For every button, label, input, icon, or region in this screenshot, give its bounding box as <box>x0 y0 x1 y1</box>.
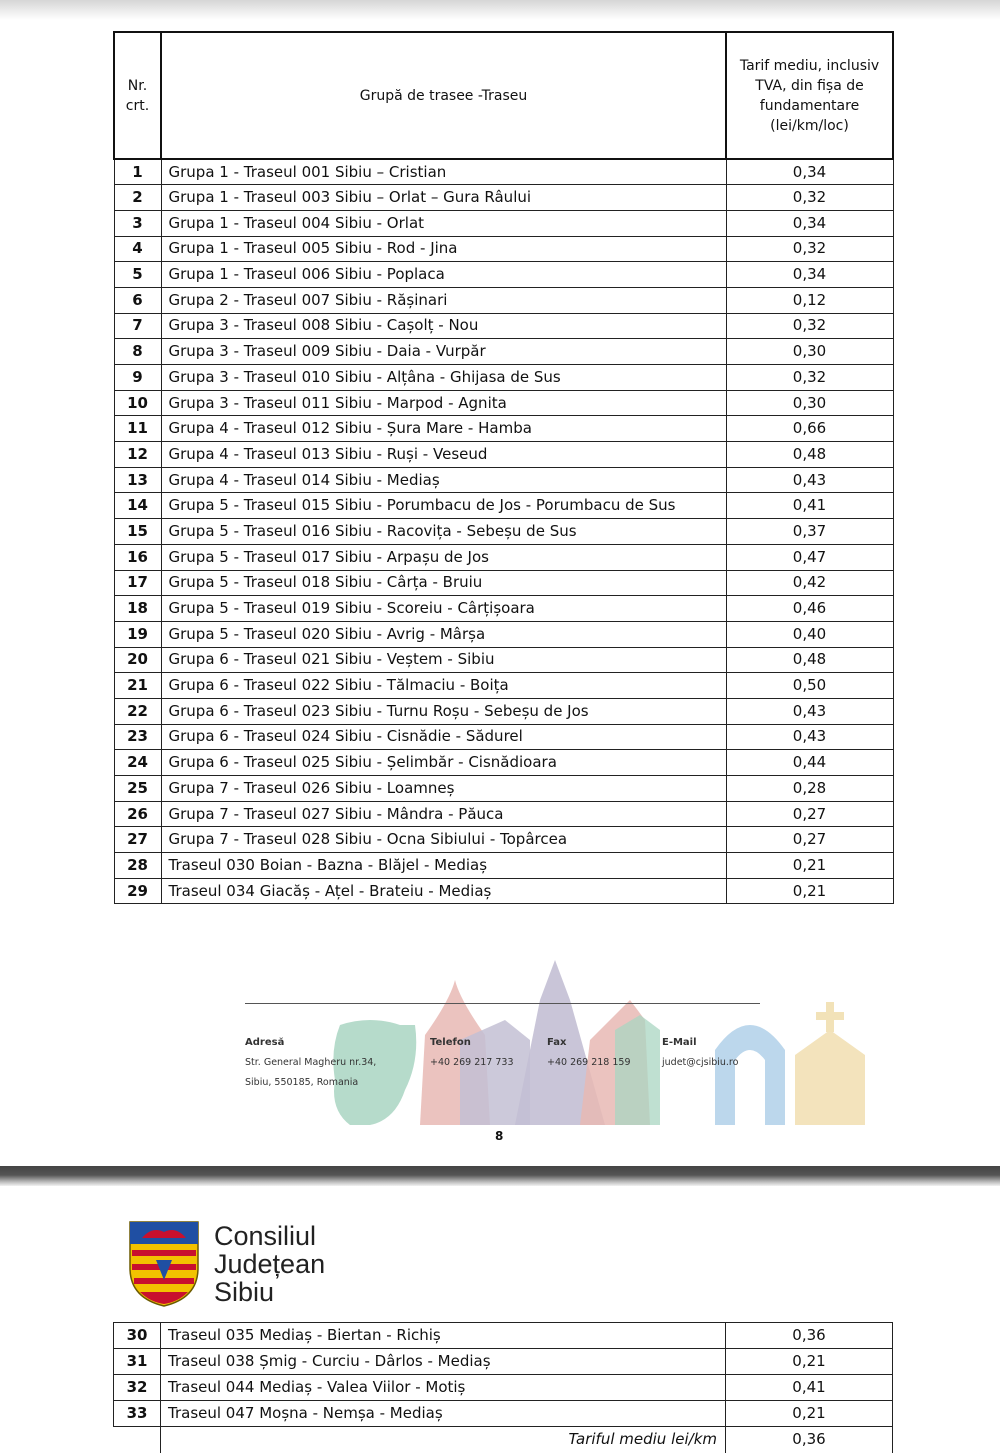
route-cell: Traseul 034 Giacăș - Ațel - Brateiu - Mediaș <box>161 878 726 904</box>
row-number-cell: 14 <box>114 493 161 519</box>
row-number-cell: 3 <box>114 210 161 236</box>
tariff-cell: 0,30 <box>726 339 893 365</box>
table-row <box>114 185 893 211</box>
table-row <box>114 467 893 493</box>
tariff-cell: 0,48 <box>726 647 893 673</box>
fax-number: +40 269 218 159 <box>547 1057 631 1068</box>
table-row <box>114 313 893 339</box>
route-cell: Grupa 3 - Traseul 008 Sibiu - Cașolț - Nou <box>161 313 726 339</box>
tariff-cell: 0,50 <box>726 673 893 699</box>
table-row <box>114 442 893 468</box>
table-row <box>114 519 893 545</box>
tariff-cell: 0,32 <box>726 313 893 339</box>
row-number-cell: 24 <box>114 750 161 776</box>
route-cell: Grupa 6 - Traseul 024 Sibiu - Cisnădie - Sădurel <box>161 724 726 750</box>
route-cell: Grupa 7 - Traseul 028 Sibiu - Ocna Sibiului - Topârcea <box>161 827 726 853</box>
phone-label: Telefon <box>430 1037 471 1048</box>
row-number-cell: 28 <box>114 853 161 879</box>
table-row <box>114 159 893 185</box>
row-number-cell: 18 <box>114 596 161 622</box>
route-cell: Grupa 1 - Traseul 005 Sibiu - Rod - Jina <box>161 236 726 262</box>
total-spacer <box>114 1427 161 1453</box>
tariff-cell: 0,12 <box>726 287 893 313</box>
row-number-cell: 10 <box>114 390 161 416</box>
route-cell: Grupa 1 - Traseul 003 Sibiu – Orlat – Gura Râului <box>161 185 726 211</box>
row-number-cell: 25 <box>114 776 161 802</box>
tariff-table-continued <box>113 1322 893 1453</box>
tariff-cell: 0,44 <box>726 750 893 776</box>
table-row <box>114 647 893 673</box>
row-number-cell: 22 <box>114 698 161 724</box>
yellow-cross-shape <box>816 1002 844 1032</box>
table-row <box>114 801 893 827</box>
route-cell: Grupa 6 - Traseul 025 Sibiu - Șelimbăr - Cisnădioara <box>161 750 726 776</box>
tariff-cell: 0,27 <box>726 801 893 827</box>
tariff-cell: 0,42 <box>726 570 893 596</box>
table-row <box>114 390 893 416</box>
table-row <box>114 776 893 802</box>
tariff-cell: 0,34 <box>726 210 893 236</box>
route-cell: Grupa 2 - Traseul 007 Sibiu - Rășinari <box>161 287 726 313</box>
tariff-table <box>113 31 894 904</box>
route-cell: Grupa 1 - Traseul 001 Sibiu – Cristian <box>161 159 726 185</box>
route-cell: Traseul 047 Moșna - Nemșa - Mediaș <box>161 1401 726 1427</box>
row-number-cell: 6 <box>114 287 161 313</box>
row-number-cell: 12 <box>114 442 161 468</box>
row-number-cell: 11 <box>114 416 161 442</box>
route-cell: Traseul 035 Mediaș - Biertan - Richiș <box>161 1323 726 1349</box>
footer-rule <box>245 1003 760 1004</box>
table-row <box>114 1401 893 1427</box>
tariff-cell: 0,21 <box>726 1401 893 1427</box>
footer-phone <box>430 1033 514 1073</box>
page-break-divider <box>0 1166 1000 1186</box>
tariff-cell: 0,41 <box>726 493 893 519</box>
footer-fax <box>547 1033 631 1073</box>
total-label: Tariful mediu lei/km <box>161 1427 726 1453</box>
tariff-cell: 0,34 <box>726 159 893 185</box>
table-row <box>114 262 893 288</box>
row-number-cell: 26 <box>114 801 161 827</box>
footer-address <box>245 1033 376 1093</box>
tariff-cell: 0,43 <box>726 467 893 493</box>
header-route: Grupă de trasee -Traseu <box>161 32 726 159</box>
tariff-cell: 0,37 <box>726 519 893 545</box>
table-row <box>114 621 893 647</box>
route-cell: Traseul 030 Boian - Bazna - Blăjel - Mediaș <box>161 853 726 879</box>
tariff-cell: 0,41 <box>726 1375 893 1401</box>
table-row <box>114 596 893 622</box>
tariff-cell: 0,66 <box>726 416 893 442</box>
row-number-cell: 9 <box>114 365 161 391</box>
row-number-cell: 8 <box>114 339 161 365</box>
tariff-cell: 0,40 <box>726 621 893 647</box>
row-number-cell: 33 <box>114 1401 161 1427</box>
tariff-cell: 0,32 <box>726 365 893 391</box>
route-cell: Grupa 3 - Traseul 011 Sibiu - Marpod - Agnita <box>161 390 726 416</box>
tariff-cell: 0,32 <box>726 236 893 262</box>
phone-number: +40 269 217 733 <box>430 1057 514 1068</box>
email-label: E-Mail <box>662 1037 697 1048</box>
coat-of-arms-icon <box>128 1220 200 1308</box>
table-row <box>114 339 893 365</box>
tariff-cell: 0,46 <box>726 596 893 622</box>
route-cell: Grupa 5 - Traseul 017 Sibiu - Arpașu de Jos <box>161 544 726 570</box>
row-number-cell: 21 <box>114 673 161 699</box>
row-number-cell: 5 <box>114 262 161 288</box>
header-nr: Nr. crt. <box>114 32 161 159</box>
table-row <box>114 570 893 596</box>
row-number-cell: 2 <box>114 185 161 211</box>
table-row <box>114 853 893 879</box>
table-row <box>114 1349 893 1375</box>
table-row <box>114 416 893 442</box>
total-row <box>114 1427 893 1453</box>
row-number-cell: 20 <box>114 647 161 673</box>
route-cell: Grupa 5 - Traseul 019 Sibiu - Scoreiu - Cârțișoara <box>161 596 726 622</box>
tariff-cell: 0,21 <box>726 878 893 904</box>
address-label: Adresă <box>245 1037 285 1048</box>
table-row <box>114 1323 893 1349</box>
row-number-cell: 31 <box>114 1349 161 1375</box>
route-cell: Grupa 5 - Traseul 015 Sibiu - Porumbacu de Jos - Porumbacu de Sus <box>161 493 726 519</box>
route-cell: Grupa 5 - Traseul 018 Sibiu - Cârța - Bruiu <box>161 570 726 596</box>
org-name-line-3: Sibiu <box>214 1277 275 1307</box>
footer-email <box>662 1033 738 1073</box>
tariff-cell: 0,43 <box>726 698 893 724</box>
row-number-cell: 23 <box>114 724 161 750</box>
route-cell: Grupa 4 - Traseul 012 Sibiu - Șura Mare - Hamba <box>161 416 726 442</box>
org-name-line-1: Consiliul <box>214 1221 317 1251</box>
table-row <box>114 544 893 570</box>
tariff-cell: 0,48 <box>726 442 893 468</box>
table-row <box>114 287 893 313</box>
row-number-cell: 19 <box>114 621 161 647</box>
tariff-cell: 0,21 <box>726 1349 893 1375</box>
email-address[interactable]: judet@cjsibiu.ro <box>662 1057 739 1068</box>
page-number: 8 <box>495 1129 504 1143</box>
table-row <box>114 698 893 724</box>
route-cell: Grupa 5 - Traseul 020 Sibiu - Avrig - Mârșa <box>161 621 726 647</box>
table-row <box>114 878 893 904</box>
fax-label: Fax <box>547 1037 567 1048</box>
route-cell: Grupa 3 - Traseul 010 Sibiu - Alțâna - Ghijasa de Sus <box>161 365 726 391</box>
table-row <box>114 365 893 391</box>
row-number-cell: 27 <box>114 827 161 853</box>
route-cell: Traseul 044 Mediaș - Valea Viilor - Motiș <box>161 1375 726 1401</box>
org-name <box>214 1222 325 1306</box>
viewer-top-shade <box>0 0 1000 20</box>
table-row <box>114 827 893 853</box>
table-row <box>114 1375 893 1401</box>
route-cell: Grupa 6 - Traseul 023 Sibiu - Turnu Roșu - Sebeșu de Jos <box>161 698 726 724</box>
total-value: 0,36 <box>726 1427 893 1453</box>
table-row <box>114 210 893 236</box>
row-number-cell: 29 <box>114 878 161 904</box>
row-number-cell: 15 <box>114 519 161 545</box>
address-line-1: Str. General Magheru nr.34, <box>245 1057 377 1068</box>
row-number-cell: 4 <box>114 236 161 262</box>
tariff-cell: 0,32 <box>726 185 893 211</box>
table-row <box>114 236 893 262</box>
tariff-cell: 0,28 <box>726 776 893 802</box>
table-row <box>114 750 893 776</box>
table-body-continued <box>114 1323 893 1427</box>
row-number-cell: 16 <box>114 544 161 570</box>
row-number-cell: 17 <box>114 570 161 596</box>
row-number-cell: 7 <box>114 313 161 339</box>
table-header-row <box>114 32 893 159</box>
yellow-church-shape <box>795 1030 865 1125</box>
route-cell: Grupa 3 - Traseul 009 Sibiu - Daia - Vurpăr <box>161 339 726 365</box>
address-line-2: Sibiu, 550185, Romania <box>245 1077 359 1088</box>
tariff-cell: 0,21 <box>726 853 893 879</box>
row-number-cell: 30 <box>114 1323 161 1349</box>
row-number-cell: 13 <box>114 467 161 493</box>
org-name-line-2: Județean <box>214 1249 326 1279</box>
route-cell: Grupa 1 - Traseul 006 Sibiu - Poplaca <box>161 262 726 288</box>
row-number-cell: 1 <box>114 159 161 185</box>
route-cell: Traseul 038 Șmig - Curciu - Dârlos - Mediaș <box>161 1349 726 1375</box>
tariff-cell: 0,43 <box>726 724 893 750</box>
route-cell: Grupa 6 - Traseul 022 Sibiu - Tălmaciu - Boița <box>161 673 726 699</box>
row-number-cell: 32 <box>114 1375 161 1401</box>
route-cell: Grupa 6 - Traseul 021 Sibiu - Veștem - Sibiu <box>161 647 726 673</box>
tariff-cell: 0,34 <box>726 262 893 288</box>
tariff-cell: 0,36 <box>726 1323 893 1349</box>
table-row <box>114 724 893 750</box>
table-row <box>114 493 893 519</box>
tariff-cell: 0,47 <box>726 544 893 570</box>
route-cell: Grupa 4 - Traseul 013 Sibiu - Ruși - Veseud <box>161 442 726 468</box>
route-cell: Grupa 5 - Traseul 016 Sibiu - Racovița - Sebeșu de Sus <box>161 519 726 545</box>
tariff-cell: 0,27 <box>726 827 893 853</box>
route-cell: Grupa 1 - Traseul 004 Sibiu - Orlat <box>161 210 726 236</box>
tariff-cell: 0,30 <box>726 390 893 416</box>
table-row <box>114 673 893 699</box>
header-tariff: Tarif mediu, inclusiv TVA, din fișa de fundamentare (lei/km/loc) <box>726 32 893 159</box>
route-cell: Grupa 7 - Traseul 027 Sibiu - Mândra - Păuca <box>161 801 726 827</box>
route-cell: Grupa 4 - Traseul 014 Sibiu - Mediaș <box>161 467 726 493</box>
route-cell: Grupa 7 - Traseul 026 Sibiu - Loamneș <box>161 776 726 802</box>
table-body <box>114 159 893 904</box>
